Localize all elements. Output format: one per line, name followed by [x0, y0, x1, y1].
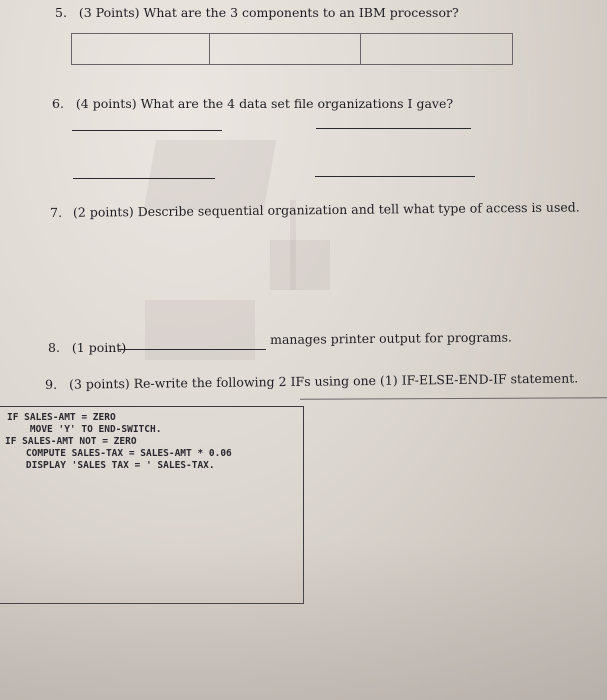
question-8-suffix: manages printer output for programs.	[270, 329, 513, 347]
question-7-text: (2 points) Describe sequential organization and tell what type of access is used.	[72, 199, 580, 220]
question-6-number: 6.	[52, 96, 64, 111]
answer-blank[interactable]	[118, 349, 266, 350]
bleed-through-shape	[270, 240, 330, 290]
answer-cell[interactable]	[210, 34, 361, 64]
code-line: COMPUTE SALES-TAX = SALES-AMT * 0.06	[3, 448, 232, 459]
answer-blank[interactable]	[72, 130, 222, 131]
question-5-number: 5.	[55, 5, 67, 20]
question-7-number: 7.	[50, 204, 63, 220]
question-5	[55, 5, 459, 20]
answer-blank[interactable]	[315, 176, 475, 177]
answer-blank[interactable]	[73, 178, 215, 179]
answer-cell[interactable]	[72, 34, 210, 64]
question-8	[48, 340, 126, 355]
bleed-through-shape	[144, 140, 276, 210]
question-9-number: 9.	[45, 376, 58, 392]
question-8-number: 8.	[48, 340, 60, 355]
code-line: IF SALES-AMT NOT = ZERO	[5, 436, 137, 447]
code-line: MOVE 'Y' TO END-SWITCH.	[7, 424, 162, 435]
question-9	[45, 370, 578, 392]
question-8-label: (1 point)	[71, 340, 127, 355]
answer-box-three-cells	[71, 33, 513, 65]
page-shadow	[0, 540, 607, 700]
code-line: DISPLAY 'SALES TAX = ' SALES-TAX.	[3, 460, 215, 471]
divider-line	[300, 397, 607, 400]
answer-cell[interactable]	[361, 34, 512, 64]
code-line: IF SALES-AMT = ZERO	[7, 412, 116, 423]
question-9-text: (3 points) Re-write the following 2 IFs using one (1) IF-ELSE-END-IF statement.	[68, 370, 579, 392]
bleed-through-shape	[145, 300, 255, 360]
question-6	[52, 96, 453, 111]
answer-blank[interactable]	[316, 128, 471, 129]
question-7	[50, 199, 580, 220]
question-6-text: (4 points) What are the 4 data set file organizations I gave?	[75, 96, 454, 111]
question-5-text: (3 Points) What are the 3 components to an IBM processor?	[78, 5, 459, 20]
